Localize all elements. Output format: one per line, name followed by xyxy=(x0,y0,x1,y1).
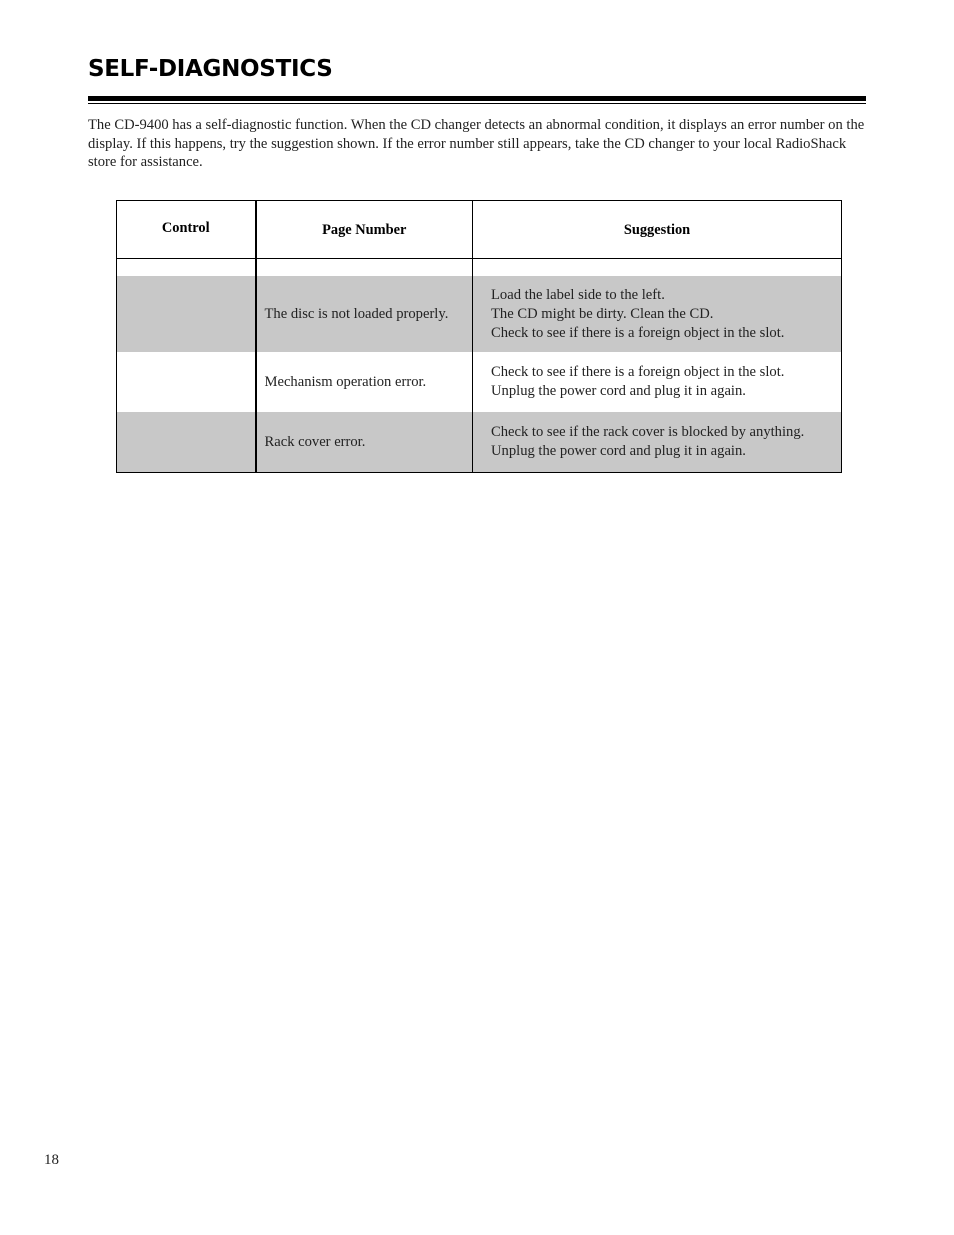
row-suggestions xyxy=(473,276,842,352)
row-control xyxy=(117,352,256,412)
intro-paragraph: The CD-9400 has a self-diagnostic function. When the CD changer detects an abnormal condition, it displays an error number on the display. If this happens, try the suggestion shown. If the error number still appears, take the CD changer to your local RadioShack store for assistance. xyxy=(88,117,865,170)
suggestion-line: Unplug the power cord and plug it in again. xyxy=(491,383,746,399)
table-row xyxy=(117,412,842,473)
header-control: Control xyxy=(117,201,256,259)
row-description: Rack cover error. xyxy=(256,412,473,473)
row-control xyxy=(117,412,256,473)
row-control xyxy=(117,276,256,352)
header-suggestion: Suggestion xyxy=(473,201,842,259)
diagnostics-table xyxy=(116,200,842,473)
suggestion-line: Check to see if there is a foreign object in the slot. xyxy=(491,324,785,341)
suggestion-line: Unplug the power cord and plug it in again. xyxy=(491,443,746,459)
row-suggestions xyxy=(473,412,842,473)
suggestion-line: The CD might be dirty. Clean the CD. xyxy=(491,305,714,322)
row-suggestions xyxy=(473,352,842,412)
suggestion-line: Load the label side to the left. xyxy=(491,286,665,303)
header-page-number: Page Number xyxy=(256,201,473,259)
table-header-row xyxy=(117,201,842,259)
page-number: 18 xyxy=(44,1152,59,1168)
table-row xyxy=(117,352,842,412)
suggestion-line: Check to see if there is a foreign object in the slot. xyxy=(491,364,785,380)
title-rule-thick xyxy=(88,96,866,101)
row-description: The disc is not loaded properly. xyxy=(256,276,473,352)
suggestion-line: Check to see if the rack cover is blocked by anything. xyxy=(491,424,805,440)
table-spacer-row xyxy=(117,259,842,277)
table-row xyxy=(117,276,842,352)
row-description: Mechanism operation error. xyxy=(256,352,473,412)
page-title: SELF-DIAGNOSTICS xyxy=(88,56,333,82)
title-rule-thin xyxy=(88,103,866,104)
